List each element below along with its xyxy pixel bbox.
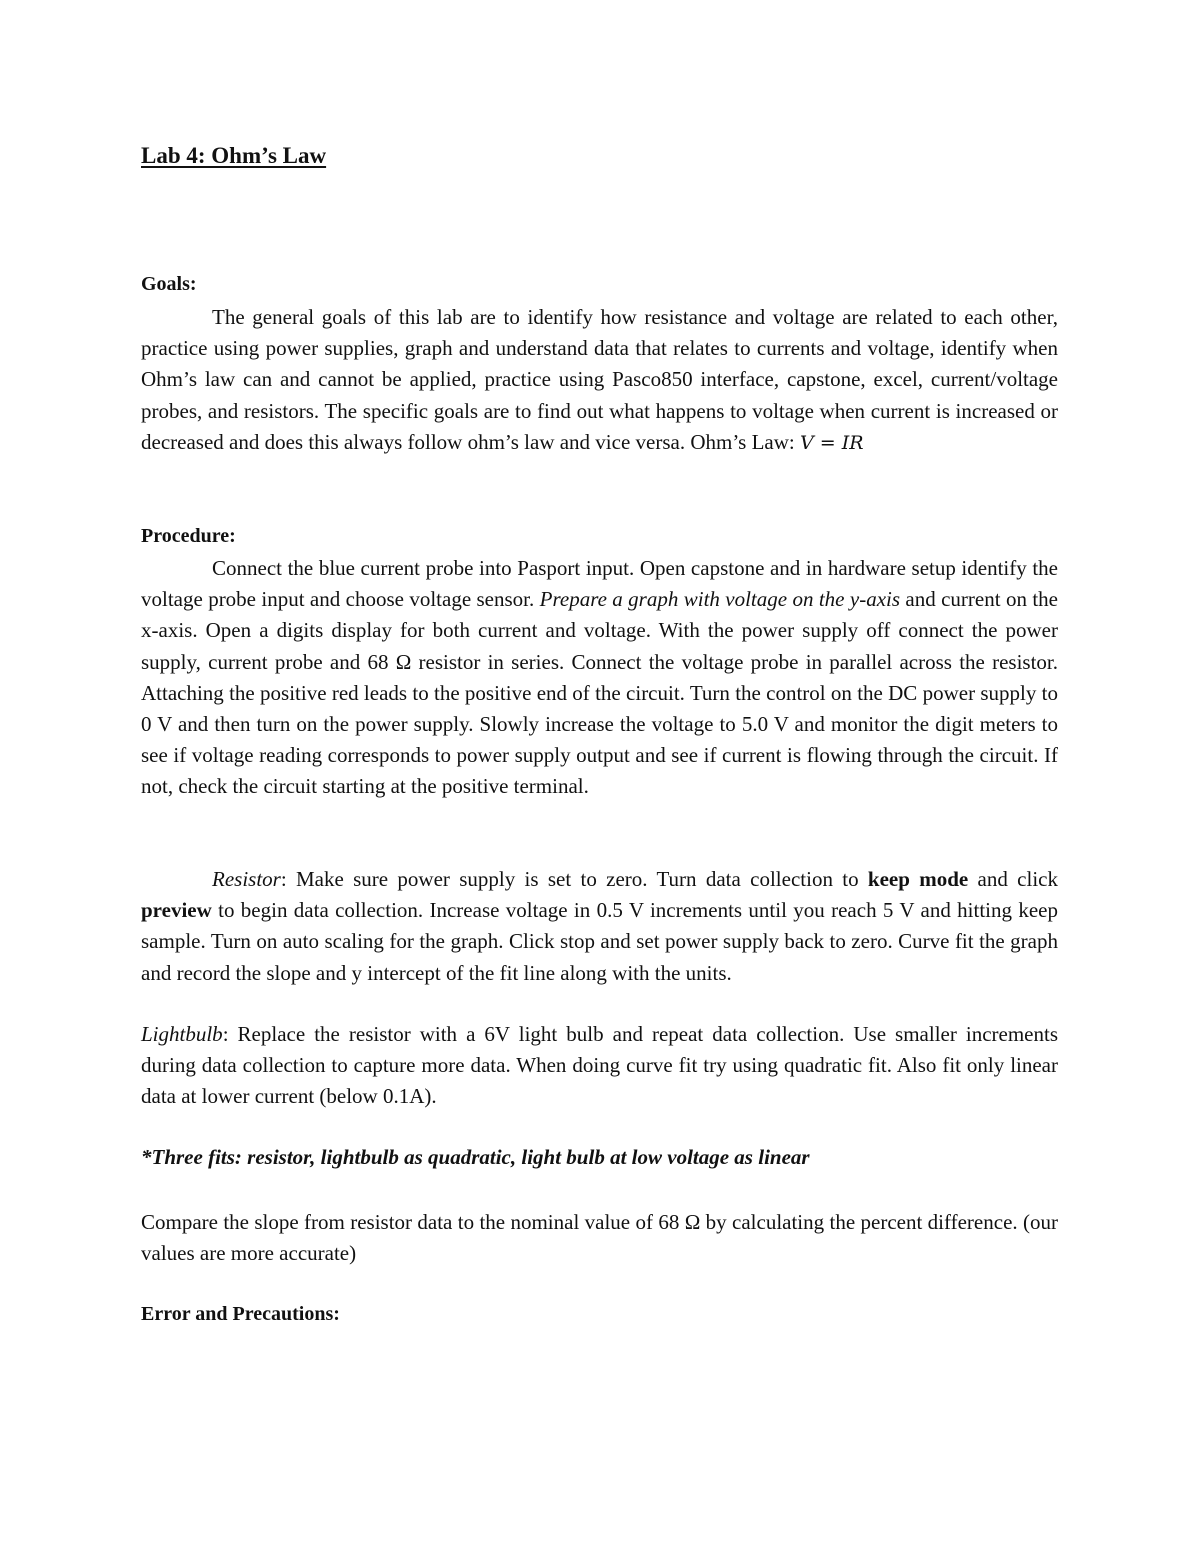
procedure-text-part1: Connect the blue current probe into Pasport input. Open capstone and in hardware setup identify the voltage probe input and choose voltage sensor. (141, 556, 1058, 612)
resistor-text-part2: and click (968, 867, 1058, 891)
compare-paragraph: Compare the slope from resistor data to the nominal value of 68 Ω by calculating the percent difference. (our values are more accurate) (141, 1210, 1058, 1266)
lightbulb-label: Lightbulb (141, 1022, 223, 1046)
goals-text: The general goals of this lab are to identify how resistance and voltage are related to each other, practice using power supplies, graph and understand data that relates to currents and voltage, identify when Ohm’s law can and cannot be applied, practice using Pasco850 interface, capstone, excel, current/voltage probes, and resistors. The specific goals are to find out what happens to voltage when current is increased or decreased and does this always follow ohm’s law and vice versa. Ohm’s Law: (141, 305, 1058, 454)
goals-paragraph (141, 302, 1058, 459)
resistor-text-part3: to begin data collection. Increase voltage in 0.5 V increments until you reach 5 V and hitting keep sample. Turn on auto scaling for the graph. Click stop and set power supply back to zero. Curve fit the graph and record the slope and y intercept of the fit line along with the units. (141, 898, 1058, 985)
keep-mode-term: keep mode (867, 867, 969, 891)
resistor-paragraph (141, 864, 1058, 989)
procedure-text-part2: and current on the x-axis. Open a digits display for both current and voltage. With the power supply off connect the power supply, current probe and 68 Ω resistor in series. Connect the voltage probe in parallel across the resistor. Attaching the positive red leads to the positive end of the circuit. Turn the control on the DC power supply to 0 V and then turn on the power supply. Slowly increase the voltage to 5.0 V and monitor the digit meters to see if voltage reading corresponds to power supply output and see if current is flowing through the circuit. If not, check the circuit starting at the positive terminal. (141, 587, 1058, 799)
errors-heading: Error and Precautions: (141, 1303, 340, 1325)
preview-term: preview (141, 898, 212, 923)
page-title: Lab 4: Ohm’s Law (141, 143, 327, 168)
lightbulb-text: : Replace the resistor with a 6V light bulb and repeat data collection. Use smaller increments during data collection to capture more data. When doing curve fit try using quadratic fit. Also fit only linear data at lower current (below 0.1A). (141, 1022, 1058, 1109)
procedure-italic-instruction: Prepare a graph with voltage on the y-axis (539, 587, 901, 612)
three-fits-note: *Three fits: resistor, lightbulb as quadratic, light bulb at low voltage as linear (141, 1145, 810, 1169)
procedure-paragraph (141, 553, 1058, 803)
procedure-heading: Procedure: (141, 525, 236, 547)
resistor-label: Resistor (212, 867, 281, 891)
lightbulb-paragraph (141, 1019, 1058, 1113)
goals-heading: Goals: (141, 273, 197, 295)
ohms-law-formula: V = IR (800, 431, 864, 454)
resistor-text-part1: : Make sure power supply is set to zero. Turn data collection to (280, 867, 868, 891)
